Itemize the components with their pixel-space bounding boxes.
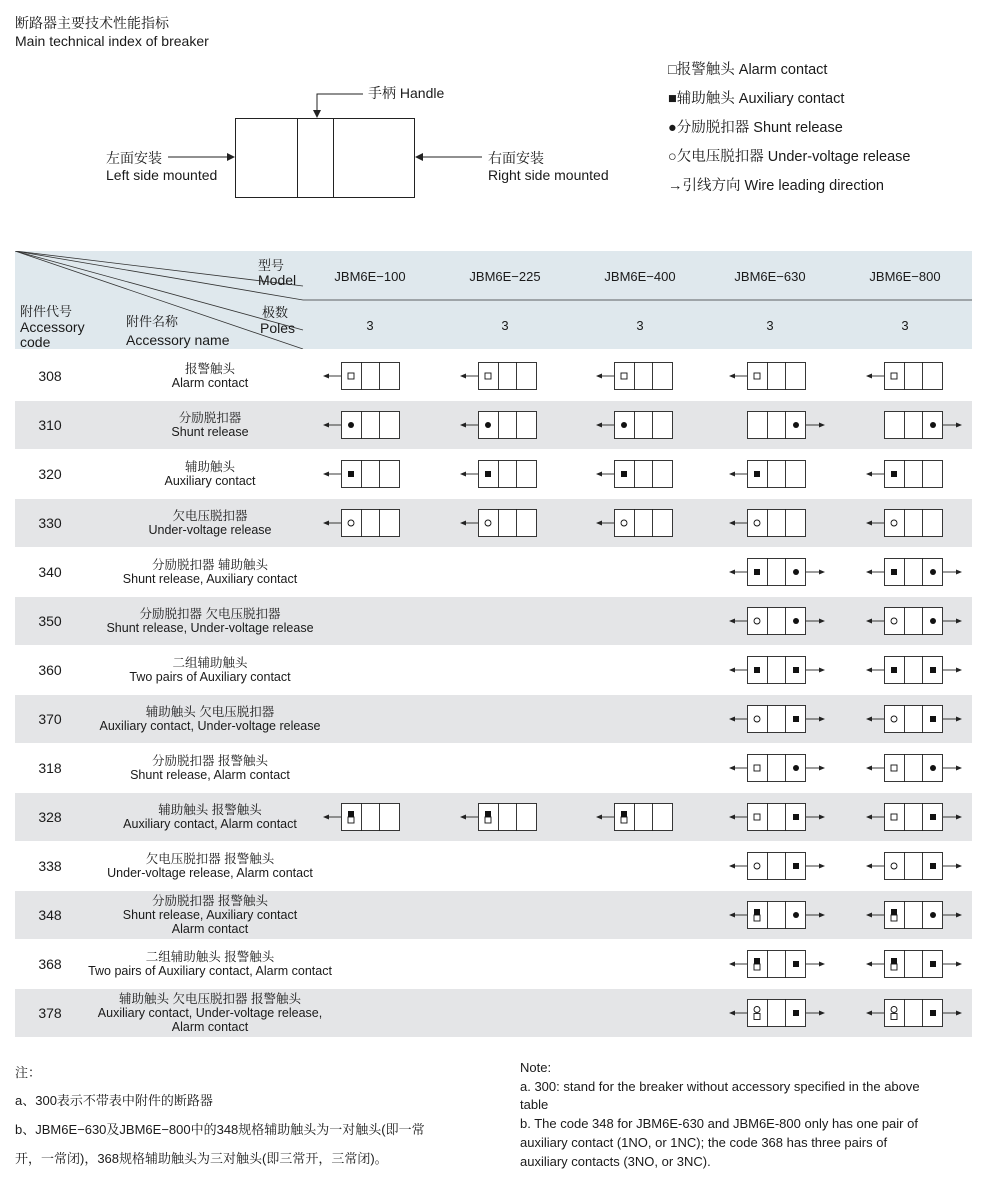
arrow-left-icon <box>729 619 735 624</box>
accessory-name-line: Alarm contact <box>171 922 249 936</box>
filled-square-icon <box>930 667 936 673</box>
hollow-circle-icon <box>485 520 491 526</box>
accessory-name <box>60 411 360 439</box>
accessory-name-line: Alarm contact <box>171 1020 249 1034</box>
accessory-code: 330 <box>38 515 62 531</box>
breaker-symbol <box>861 846 971 886</box>
filled-square-icon <box>754 909 760 915</box>
arrow-left-icon <box>323 472 329 477</box>
breaker-symbol <box>455 503 565 543</box>
model-label-en: Model <box>258 272 297 288</box>
page-title-en: Main technical index of breaker <box>15 33 209 49</box>
arrow-right-icon <box>956 668 962 673</box>
notes-cn-heading: 注： <box>15 1065 42 1080</box>
accessory-code: 378 <box>38 1005 62 1021</box>
accessory-code: 328 <box>38 809 62 825</box>
hollow-circle-icon: ○ <box>668 149 677 165</box>
breaker-symbol <box>861 356 971 396</box>
hollow-circle-icon <box>348 520 354 526</box>
arrow-right-icon <box>956 864 962 869</box>
arrow-left-icon <box>729 472 735 477</box>
breaker-symbol <box>724 944 834 984</box>
hollow-square-icon <box>485 373 491 379</box>
accessory-name <box>60 992 360 1034</box>
model-header: JBM6E−800 <box>869 269 941 284</box>
arrow-right-icon <box>956 815 962 820</box>
hollow-square-icon <box>754 915 760 921</box>
poles-value: 3 <box>501 318 509 333</box>
accessory-code: 318 <box>38 760 62 776</box>
legend-item-shunt <box>668 116 843 137</box>
filled-square-icon <box>621 471 627 477</box>
breaker-symbol <box>861 699 971 739</box>
arrow-left-icon <box>866 717 872 722</box>
arrow-left-icon <box>866 1011 872 1016</box>
filled-square-icon <box>930 863 936 869</box>
accessory-code: 320 <box>38 466 62 482</box>
arrow-left-icon <box>729 1011 735 1016</box>
hollow-square-icon <box>754 765 760 771</box>
filled-square-icon <box>930 716 936 722</box>
arrow-right-icon: → <box>668 178 683 194</box>
accessory-code: 368 <box>38 956 62 972</box>
breaker-symbol <box>861 993 971 1033</box>
accessory-name-line: Shunt release, Alarm contact <box>130 768 290 782</box>
accessory-code: 350 <box>38 613 62 629</box>
accessory-name-line: Under-voltage release <box>148 523 272 537</box>
breaker-symbol <box>861 895 971 935</box>
arrow-left-icon <box>866 472 872 477</box>
breaker-symbol <box>861 601 971 641</box>
breaker-symbol <box>861 503 971 543</box>
accessory-code: 340 <box>38 564 62 580</box>
legend-item-alarm <box>668 58 827 79</box>
breaker-symbol <box>591 356 701 396</box>
hollow-square-icon <box>754 1014 760 1020</box>
breaker-symbol <box>318 356 428 396</box>
hollow-square-icon <box>754 814 760 820</box>
accessory-name-line: Two pairs of Auxiliary contact <box>129 670 291 684</box>
arrow-left-icon <box>866 815 872 820</box>
filled-square-icon <box>485 471 491 477</box>
filled-square-icon <box>754 667 760 673</box>
accessory-name-line: 辅助触头 欠电压脱扣器 报警触头 <box>119 992 301 1006</box>
accessory-name <box>60 509 360 537</box>
arrow-left-icon <box>596 815 602 820</box>
filled-square-icon <box>891 909 897 915</box>
breaker-symbol <box>724 895 834 935</box>
accessory-name-line: 辅助触头 <box>184 460 235 474</box>
arrow-right-icon <box>956 766 962 771</box>
breaker-symbol <box>861 748 971 788</box>
left-mount-label-cn: 左面安装 <box>106 150 162 166</box>
filled-square-icon <box>754 958 760 964</box>
filled-square-icon <box>891 471 897 477</box>
hollow-circle-icon <box>754 1007 760 1013</box>
arrow-left-icon <box>460 521 466 526</box>
filled-square-icon <box>930 1010 936 1016</box>
filled-dot-icon <box>930 422 936 428</box>
notes-en-a1: a. 300: stand for the breaker without accessory specified in the above <box>520 1079 920 1094</box>
hollow-square-icon <box>348 373 354 379</box>
breaker-symbol <box>724 405 834 445</box>
hollow-square-icon <box>754 964 760 970</box>
hollow-circle-icon <box>891 863 897 869</box>
accessory-name <box>60 754 360 782</box>
breaker-symbol <box>724 748 834 788</box>
right-mount-label-en: Right side mounted <box>488 167 609 183</box>
hollow-square-icon <box>891 915 897 921</box>
filled-dot-icon <box>793 618 799 624</box>
breaker-symbol <box>591 503 701 543</box>
arrow-left-icon <box>596 472 602 477</box>
arrow-right-icon <box>956 913 962 918</box>
filled-dot-icon <box>621 422 627 428</box>
hollow-square-icon <box>485 817 491 823</box>
hollow-square-icon: □ <box>668 62 677 78</box>
legend-label: 分励脱扣器 Shunt release <box>676 120 843 136</box>
accessory-name-line: 分励脱扣器 欠电压脱扣器 <box>139 607 281 621</box>
breaker-symbol <box>724 454 834 494</box>
hollow-square-icon <box>754 373 760 379</box>
breaker-symbol <box>455 797 565 837</box>
page-title-cn: 断路器主要技术性能指标 <box>15 15 169 31</box>
legend-item-auxiliary <box>668 87 844 108</box>
filled-dot-icon <box>793 765 799 771</box>
arrow-left-icon <box>729 962 735 967</box>
arrow-left-icon <box>729 766 735 771</box>
arrow-left-icon <box>460 815 466 820</box>
hollow-square-icon <box>621 373 627 379</box>
hollow-circle-icon <box>621 520 627 526</box>
breaker-symbol <box>318 503 428 543</box>
breaker-symbol <box>724 846 834 886</box>
name-label-en: Accessory name <box>126 332 230 348</box>
accessory-code: 360 <box>38 662 62 678</box>
arrow-left-icon <box>596 423 602 428</box>
arrow-left-icon <box>729 717 735 722</box>
accessory-name-line: 报警触头 <box>184 362 235 376</box>
breaker-symbol <box>318 454 428 494</box>
arrow-left-icon <box>866 668 872 673</box>
accessory-code: 308 <box>38 368 62 384</box>
arrow-right-icon <box>819 668 825 673</box>
breaker-symbol <box>724 503 834 543</box>
filled-dot-icon <box>930 569 936 575</box>
legend-label: 欠电压脱扣器 Under-voltage release <box>676 149 911 165</box>
arrow-left-icon <box>866 962 872 967</box>
poles-label-en: Poles <box>260 320 296 336</box>
notes-en-heading: Note: <box>520 1060 552 1075</box>
notes-en-a2: table <box>520 1097 549 1112</box>
hollow-circle-icon <box>754 520 760 526</box>
arrow-left-icon <box>866 864 872 869</box>
breaker-symbol <box>724 797 834 837</box>
accessory-name-line: Auxiliary contact, Under-voltage release, <box>97 1006 323 1020</box>
accessory-name-line: Shunt release, Auxiliary contact <box>122 572 298 586</box>
arrow-left-icon <box>866 521 872 526</box>
arrow-left-icon <box>866 374 872 379</box>
breaker-symbol <box>455 454 565 494</box>
accessory-name-line: 辅助触头 欠电压脱扣器 <box>145 705 275 719</box>
accessory-name-line: 欠电压脱扣器 <box>172 509 248 523</box>
breaker-symbol <box>861 552 971 592</box>
arrow-right-icon <box>819 423 825 428</box>
breaker-symbol <box>861 454 971 494</box>
hollow-circle-icon <box>891 618 897 624</box>
filled-square-icon <box>930 961 936 967</box>
arrow-right-icon <box>956 1011 962 1016</box>
accessory-name <box>60 607 360 635</box>
filled-dot-icon <box>348 422 354 428</box>
filled-square-icon <box>793 814 799 820</box>
accessory-name-line: 分励脱扣器 <box>178 411 242 425</box>
filled-square-icon <box>754 569 760 575</box>
breaker-symbol <box>861 797 971 837</box>
arrow-left-icon <box>729 521 735 526</box>
hollow-circle-icon <box>891 716 897 722</box>
legend-label: 引线方向 Wire leading direction <box>682 178 884 194</box>
filled-square-icon <box>891 667 897 673</box>
arrow-right-icon <box>819 1011 825 1016</box>
arrow-right-icon <box>819 815 825 820</box>
filled-dot-icon: ● <box>668 120 677 136</box>
arrow-right-icon <box>819 864 825 869</box>
accessory-code: 338 <box>38 858 62 874</box>
hollow-circle-icon <box>891 1007 897 1013</box>
filled-square-icon <box>754 471 760 477</box>
arrow-left-icon <box>596 521 602 526</box>
model-header: JBM6E−400 <box>604 269 676 284</box>
right-mount-label-cn: 右面安装 <box>488 150 544 166</box>
accessory-name-line: Auxiliary contact, Under-voltage release <box>99 719 321 733</box>
arrow-left-icon <box>460 423 466 428</box>
arrow-right-icon <box>819 962 825 967</box>
filled-square-icon <box>348 811 354 817</box>
filled-dot-icon <box>793 422 799 428</box>
accessory-name-line: Auxiliary contact <box>164 474 256 488</box>
accessory-name <box>60 362 360 390</box>
accessory-name <box>60 894 360 936</box>
filled-square-icon <box>793 863 799 869</box>
arrow-right-icon <box>819 717 825 722</box>
accessory-name <box>60 950 360 978</box>
accessory-name-line: 分励脱扣器 报警触头 <box>152 754 268 768</box>
filled-square-icon <box>891 569 897 575</box>
hollow-circle-icon <box>754 618 760 624</box>
filled-square-icon <box>793 1010 799 1016</box>
arrow-left-icon <box>596 374 602 379</box>
arrow-right-icon <box>819 619 825 624</box>
handle-label: 手柄 Handle <box>368 85 445 101</box>
breaker-symbol <box>591 405 701 445</box>
arrow-right-icon <box>819 913 825 918</box>
filled-dot-icon <box>793 912 799 918</box>
arrow-left-icon <box>729 570 735 575</box>
hollow-square-icon <box>621 817 627 823</box>
filled-dot-icon <box>930 618 936 624</box>
poles-value: 3 <box>901 318 909 333</box>
name-label-cn: 附件名称 <box>126 314 179 329</box>
arrow-right-icon <box>956 962 962 967</box>
notes-cn-b2: 开，一常闭)，368规格辅助触头为三对触头(即三常开，三常闭)。 <box>15 1151 388 1166</box>
accessory-name <box>60 705 360 733</box>
breaker-symbol <box>724 699 834 739</box>
accessory-name <box>60 803 360 831</box>
accessory-name-line: 分励脱扣器 辅助触头 <box>152 558 268 572</box>
notes-en-b1: b. The code 348 for JBM6E-630 and JBM6E-800 only has one pair of <box>520 1116 918 1131</box>
accessory-name <box>60 558 360 586</box>
poles-label-cn: 极数 <box>262 305 289 320</box>
accessory-code: 348 <box>38 907 62 923</box>
notes-cn-b1: b、JBM6E−630及JBM6E−800中的348规格辅助触头为一对触头(即一常 <box>15 1122 425 1137</box>
filled-dot-icon <box>485 422 491 428</box>
breaker-symbol <box>591 797 701 837</box>
hollow-square-icon <box>891 373 897 379</box>
mounting-diagram <box>0 80 650 210</box>
arrow-left-icon <box>866 766 872 771</box>
legend-label: 辅助触头 Auxiliary contact <box>676 91 845 107</box>
code-label-en2: code <box>20 334 51 350</box>
hollow-square-icon <box>891 765 897 771</box>
arrow-left-icon <box>866 570 872 575</box>
breaker-symbol <box>724 601 834 641</box>
hollow-square-icon <box>348 817 354 823</box>
hollow-square-icon <box>891 1014 897 1020</box>
arrow-right-icon <box>819 766 825 771</box>
arrow-left-icon <box>323 374 329 379</box>
left-mount-label-en: Left side mounted <box>106 167 218 183</box>
accessory-name <box>60 656 360 684</box>
arrow-right-icon <box>956 619 962 624</box>
accessory-name-line: Shunt release <box>171 425 249 439</box>
arrow-right-icon <box>956 570 962 575</box>
filled-square-icon: ■ <box>668 91 677 107</box>
filled-square-icon <box>793 667 799 673</box>
hollow-circle-icon <box>891 520 897 526</box>
legend-item-undervoltage <box>668 145 910 166</box>
filled-dot-icon <box>930 765 936 771</box>
poles-value: 3 <box>766 318 774 333</box>
accessory-name-line: Shunt release, Auxiliary contact <box>122 908 298 922</box>
hollow-square-icon <box>891 814 897 820</box>
filled-square-icon <box>891 958 897 964</box>
accessory-name-line: 辅助触头 报警触头 <box>158 803 262 817</box>
notes-en-b2: auxiliary contact (1NO, or 1NC); the code 368 has three pairs of <box>520 1135 888 1150</box>
breaker-symbol <box>724 650 834 690</box>
accessory-name-line: Alarm contact <box>171 376 249 390</box>
arrow-left-icon <box>729 668 735 673</box>
accessory-name-line: Shunt release, Under-voltage release <box>106 621 314 635</box>
breaker-symbol <box>591 454 701 494</box>
filled-square-icon <box>793 716 799 722</box>
arrow-left-icon <box>323 815 329 820</box>
accessory-name-line: 二组辅助触头 <box>172 656 248 670</box>
breaker-symbol <box>861 650 971 690</box>
accessory-name-line: Two pairs of Auxiliary contact, Alarm contact <box>88 964 332 978</box>
notes-en-b3: auxiliary contacts (3NO, or 3NC). <box>520 1154 711 1169</box>
accessory-name-line: 欠电压脱扣器 报警触头 <box>145 852 275 866</box>
accessory-name-line: Under-voltage release, Alarm contact <box>107 866 313 880</box>
breaker-symbol <box>724 993 834 1033</box>
breaker-symbol <box>455 356 565 396</box>
arrow-left-icon <box>866 619 872 624</box>
filled-square-icon <box>930 814 936 820</box>
accessory-code: 310 <box>38 417 62 433</box>
arrow-left-icon <box>323 423 329 428</box>
breaker-symbol <box>724 552 834 592</box>
accessory-name-line: 分励脱扣器 报警触头 <box>152 894 268 908</box>
hollow-circle-icon <box>754 863 760 869</box>
arrow-right-icon <box>819 570 825 575</box>
legend-label: 报警触头 Alarm contact <box>676 62 828 78</box>
breaker-symbol <box>861 405 971 445</box>
filled-square-icon <box>485 811 491 817</box>
filled-square-icon <box>348 471 354 477</box>
arrow-left-icon <box>460 374 466 379</box>
model-header: JBM6E−225 <box>469 269 541 284</box>
model-label-cn: 型号 <box>258 258 285 273</box>
arrow-left-icon <box>729 374 735 379</box>
arrow-left-icon <box>323 521 329 526</box>
hollow-square-icon <box>891 964 897 970</box>
accessory-name-line: Auxiliary contact, Alarm contact <box>123 817 297 831</box>
filled-dot-icon <box>793 569 799 575</box>
code-label-cn: 附件代号 <box>20 304 73 319</box>
accessory-name-line: 二组辅助触头 报警触头 <box>145 950 275 964</box>
filled-dot-icon <box>930 912 936 918</box>
accessory-name <box>60 460 360 488</box>
arrow-left-icon <box>729 913 735 918</box>
arrow-left-icon <box>866 913 872 918</box>
filled-square-icon <box>793 961 799 967</box>
arrow-left-icon <box>729 864 735 869</box>
breaker-symbol <box>861 944 971 984</box>
breaker-symbol <box>318 405 428 445</box>
notes-cn-a: a、300表示不带表中附件的断路器 <box>15 1093 213 1108</box>
breaker-symbol <box>724 356 834 396</box>
filled-square-icon <box>621 811 627 817</box>
legend-item-wire-direction <box>668 174 884 195</box>
arrow-left-icon <box>460 472 466 477</box>
accessory-name <box>60 852 360 880</box>
hollow-circle-icon <box>754 716 760 722</box>
code-label-en: Accessory <box>20 319 85 335</box>
poles-value: 3 <box>366 318 374 333</box>
arrow-right-icon <box>956 423 962 428</box>
arrow-left-icon <box>729 815 735 820</box>
model-header: JBM6E−630 <box>734 269 806 284</box>
model-header: JBM6E−100 <box>334 269 406 284</box>
breaker-symbol <box>318 797 428 837</box>
breaker-symbol <box>455 405 565 445</box>
accessory-code: 370 <box>38 711 62 727</box>
poles-value: 3 <box>636 318 644 333</box>
arrow-right-icon <box>956 717 962 722</box>
